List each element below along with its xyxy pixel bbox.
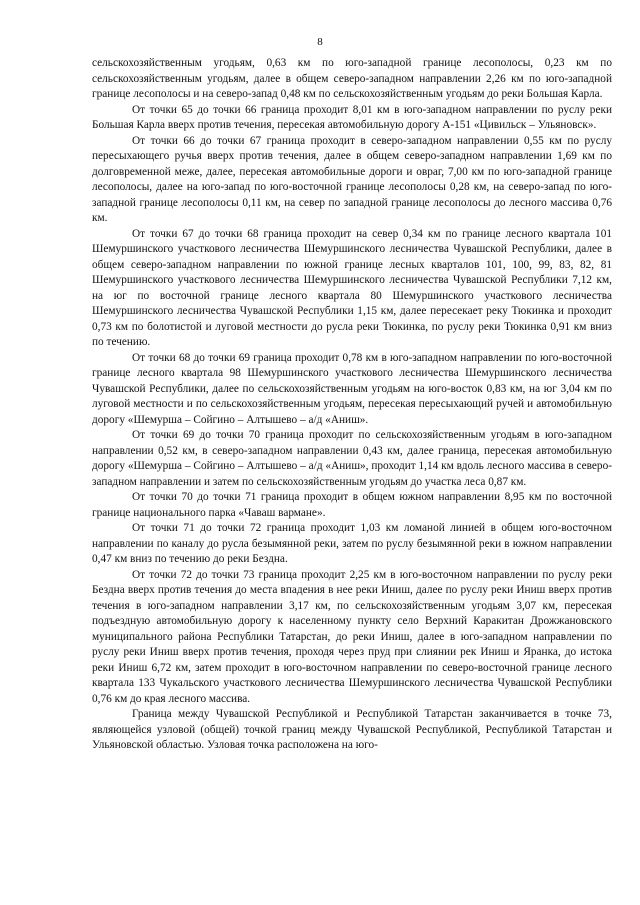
document-body [92,56,612,754]
paragraph-border-end: Граница между Чувашской Республикой и Республикой Татарстан заканчивается в точке 73, являющейся узловой (общей) точкой границ между Чувашской Республикой, Республикой Татарстан и Ульяновской областью. Узловая точка расположена на юго- [92,708,612,751]
paragraph-point-65-66: От точки 65 до точки 66 граница проходит 8,01 км в юго-западном направлении по руслу реки Большая Карла вверх против течения, пересекая автомобильную дорогу А-151 «Цивильск – Ульяновск». [92,103,612,131]
paragraph-point-70-71: От точки 70 до точки 71 граница проходит в общем южном направлении 8,95 км по восточной границе национального парка «Чаваш вармане». [92,491,612,519]
paragraph-point-69-70: От точки 69 до точки 70 граница проходит по сельскохозяйственным угодьям в юго-западном направлении 0,52 км, в северо-западном направлении 0,43 км, далее граница, пересекая автомобильную дорогу «Шемурша – Сойгино – Алтышево – а/д «Аниш», проходит 1,14 км вдоль лесного массива в северо-западном направлении и затем по сельскохозяйственным угодьям до участка леса 0,87 км. [92,429,612,488]
paragraph-point-72-73: От точки 72 до точки 73 граница проходит 2,25 км в юго-восточном направлении по руслу реки Бездна вверх против течения до места впадения в нее реки Иниш, далее по руслу реки Иниш вверх против течения в юго-западном направлении 3,17 км, по сельскохозяйственным угодьям 3,07 км, пересекая подъездную автомобильную дорогу к населенному пункту село Верхний Каракитан Дрожжановского муниципального района Республики Татарстан, до реки Иниш, далее в юго-западном направлении по руслу реки Иниш вверх против течения, проходя через пруд при слиянии рек Иниш и Яранка, до истока реки Иниш 6,72 км, затем проходит в юго-восточном направлении по северо-восточной границе лесного квартала 133 Чукальского участкового лесничества Шемуршинского лесничества Чувашской Республики 0,76 км до края лесного массива. [92,568,612,705]
paragraph-point-71-72: От точки 71 до точки 72 граница проходит 1,03 км ломаной линией в общем юго-восточном направлении по каналу до русла безымянной реки, затем по руслу безымянной реки в южном направлении 0,47 км вниз по течению до реки Бездна. [92,522,612,565]
page-number: 8 [317,36,323,48]
paragraph-point-68-69: От точки 68 до точки 69 граница проходит 0,78 км в юго-западном направлении по юго-восточной границе лесного квартала 98 Шемуршинского участкового лесничества Шемуршинского лесничества Чувашской Республики, далее по сельскохозяйственным угодьям на юго-восток 0,83 км, на юг 3,04 км по луговой местности и по сельскохозяйственным угодьям, пересекая пересыхающий ручей и автомобильную дорогу «Шемурша – Сойгино – Алтышево – а/д «Аниш». [92,351,612,426]
paragraph-point-66-67: От точки 66 до точки 67 граница проходит в северо-западном направлении 0,55 км по руслу пересыхающего ручья вверх против течения, далее в общем северо-западном направлении 1,69 км по долговременной меже, далее, пересекая автомобильные дороги и овраг, 7,00 км по юго-западной границе лесополосы, далее на юго-запад по юго-восточной границе лесополосы 0,28 км, на северо-запад по юго-западной границе лесополосы 0,11 км, на север по западной границе лесополосы до лесного массива 0,76 км. [92,134,612,224]
paragraph-point-67-68: От точки 67 до точки 68 граница проходит на север 0,34 км по границе лесного квартала 101 Шемуршинского участкового лесничества Шемуршинского лесничества Чувашской Республики, далее в общем северо-западном направлении по южной границе лесных кварталов 101, 100, 99, 83, 82, 81 Шемуршинского участкового лесничества Шемуршинского лесничества Чувашской Республики 7,12 км, на юг по восточной границе лесного квартала 80 Шемуршинского участкового лесничества Шемуршинского лесничества Чувашской Республики 1,15 км, далее пересекает реку Тюкинка и проходит 0,73 км по болотистой и луговой местности до русла реки Тюкинка, по руслу реки Тюкинка 0,91 км вниз по течению. [92,227,612,348]
paragraph-continuation: сельскохозяйственным угодьям, 0,63 км по юго-западной границе лесополосы, 0,23 км по сельскохозяйственным угодьям, далее в общем северо-западном направлении 2,26 км по юго-западной границе лесополосы и на северо-запад 0,48 км по сельскохозяйственным угодьям до реки Большая Карла. [92,57,612,100]
